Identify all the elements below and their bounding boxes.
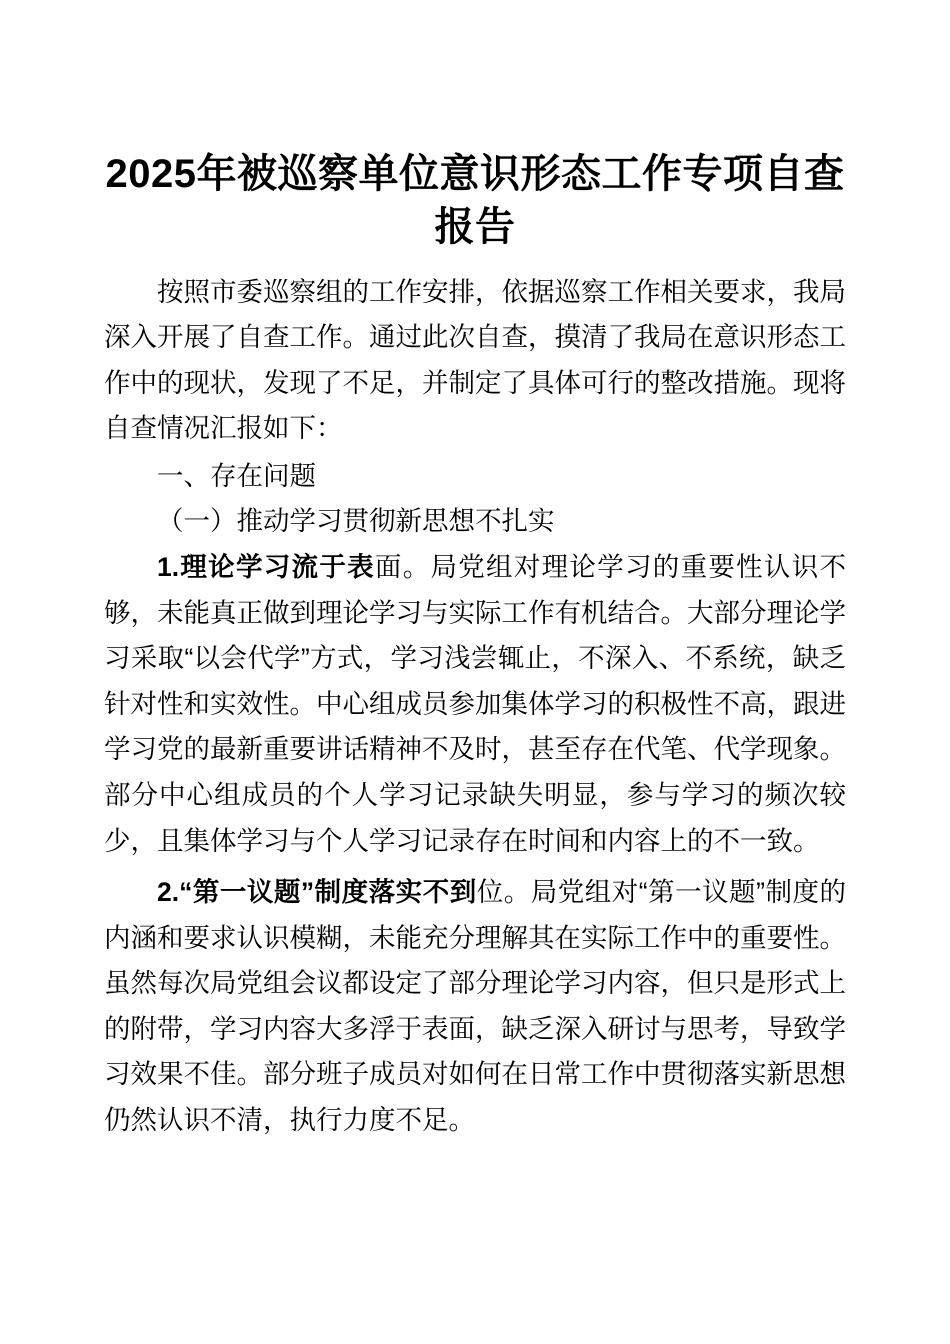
section-heading-one: 一、存在问题 xyxy=(157,460,316,491)
problem-item-1 xyxy=(104,545,846,864)
problem-item-2-lead: 2.“第一议题”制度落实不到 xyxy=(157,877,477,908)
problem-item-1-body: 面。局党组对理论学习的重要性认识不够，未能真正做到理论学习与实际工作有机结合。大部分理论学习采取“以会代学”方式，学习浅尝辄止，不深入、不系统，缺乏针对性和实效性。中心组成员参加集体学习的积极性不高，跟进学习党的最新重要讲话精神不及时，甚至存在代笔、代学现象。部分中心组成员的个人学习记录缺失明显，参与学习的频次较少，且集体学习与个人学习记录存在时间和内容上的不一致。 xyxy=(104,552,846,856)
subsection-heading-one: （一）推动学习贯彻新思想不扎实 xyxy=(157,506,555,537)
problem-item-2 xyxy=(104,870,846,1143)
page-title: 2025年被巡察单位意识形态工作专项自查报告 xyxy=(105,152,845,249)
problem-item-1-lead: 1.理论学习流于表 xyxy=(157,552,375,583)
problem-item-2-body: 位。局党组对“第一议题”制度的内涵和要求认识模糊，未能充分理解其在实际工作中的重要性。虽然每次局党组会议都设定了部分理论学习内容，但只是形式上的附带，学习内容大多浮于表面，缺乏深入研讨与思考，导致学习效果不佳。部分班子成员对如何在日常工作中贯彻落实新思想仍然认识不清，执行力度不足。 xyxy=(104,877,846,1135)
intro-paragraph: 按照市委巡察组的工作安排，依据巡察工作相关要求，我局深入开展了自查工作。通过此次自查，摸清了我局在意识形态工作中的现状，发现了不足，并制定了具体可行的整改措施。现将自查情况汇报如下： xyxy=(104,276,846,444)
